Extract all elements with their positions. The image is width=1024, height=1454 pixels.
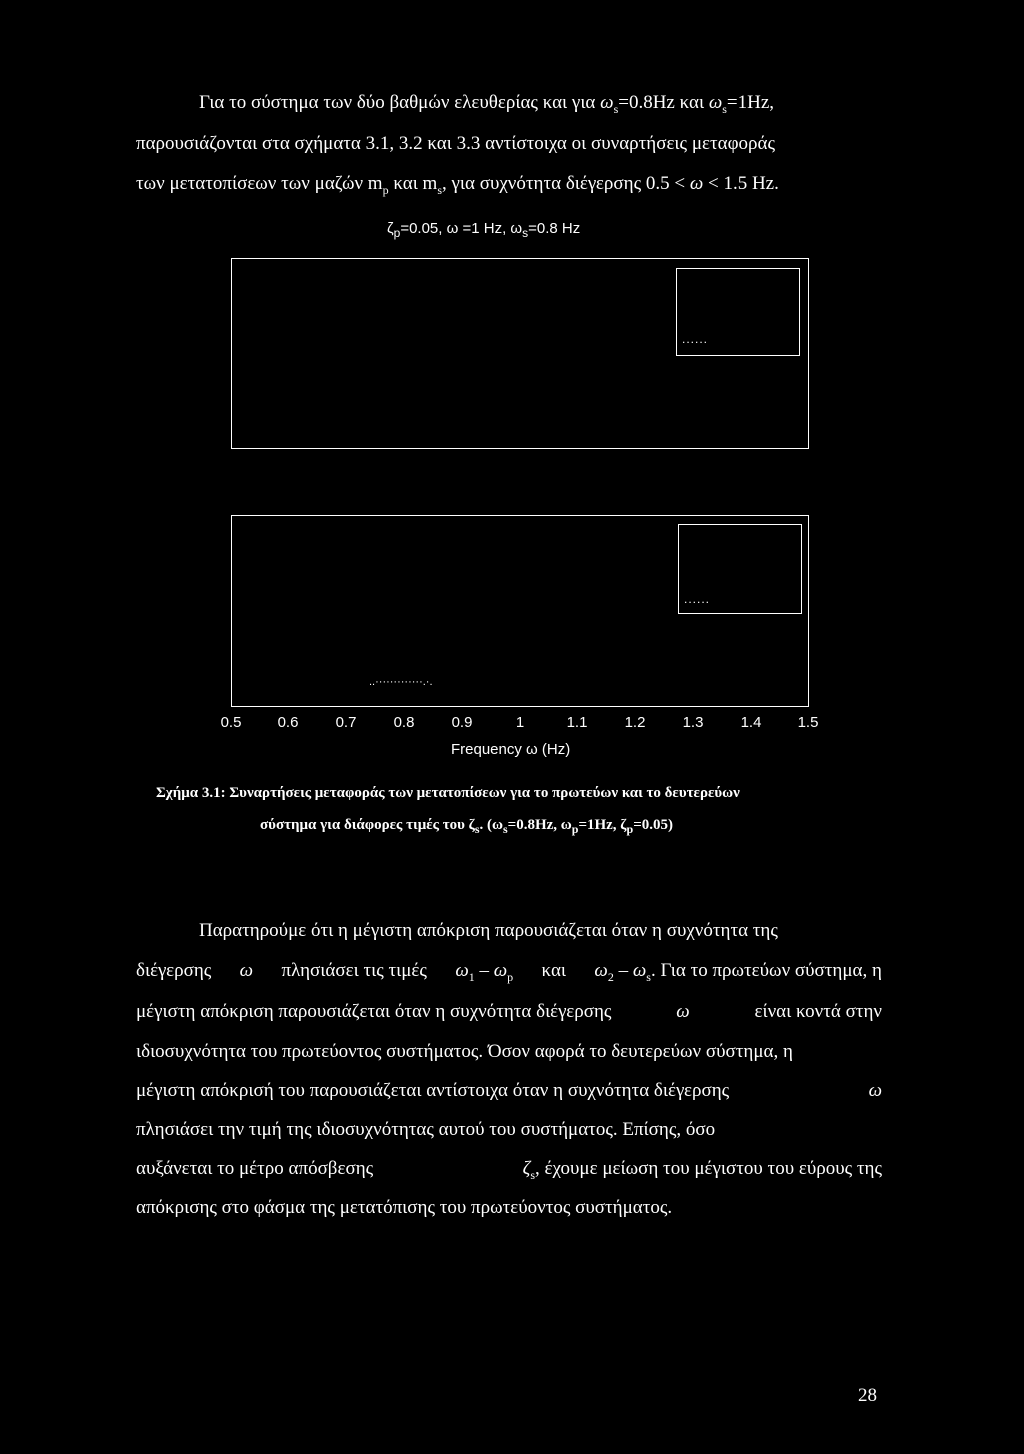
body-line-2 [136, 960, 882, 982]
intro-line-1-text-b: =0.8Hz και [618, 92, 705, 113]
intro-line-3-text-c: , για συχνότητα διέγερσης 0.5 < [442, 173, 686, 194]
x-tick: 0.6 [277, 714, 299, 731]
body-line-2-end: . Για το πρωτεύων σύστημα, η [650, 960, 882, 981]
dash: – [479, 960, 489, 981]
subscript-s: s [474, 822, 480, 836]
caption-line-2-text-d: =1Hz, ζ [578, 817, 627, 833]
omega-symbol: ω [594, 960, 608, 981]
page-number: 28 [858, 1385, 877, 1406]
x-tick: 1.2 [624, 714, 646, 731]
omega-symbol: ω [455, 960, 469, 981]
x-tick: 1.4 [740, 714, 762, 731]
x-tick: 1.3 [682, 714, 704, 731]
omega-symbol: ω [493, 960, 508, 981]
zeta-symbol: ζ [387, 220, 394, 237]
intro-line-2-text: παρουσιάζονται στα σχήματα 3.1, 3.2 και 3.3 αντίστοιχα οι συναρτήσεις μεταφοράς [136, 133, 775, 154]
intro-line-2 [136, 133, 882, 155]
subscript-s: s [646, 969, 651, 984]
subscript-s: s [502, 822, 508, 836]
x-tick: 0.8 [393, 714, 415, 731]
body-line-3 [136, 1001, 882, 1023]
caption-line-2-text: σύστημα για διάφορες τιμές του ζ [260, 817, 475, 833]
intro-line-3-text-b: και m [388, 173, 438, 194]
figure-title-end: =0.8 Hz [528, 220, 581, 237]
subscript-s: s [437, 182, 443, 197]
subscript-p: p [571, 822, 579, 836]
omega-2-minus-omega-s [594, 960, 882, 982]
x-tick: 0.5 [220, 714, 242, 731]
x-tick: 1.1 [566, 714, 588, 731]
figure-title-text: =0.05, ω =1 Hz, ω [400, 220, 523, 237]
subscript-p: p [626, 822, 634, 836]
omega-symbol: ω [600, 92, 614, 113]
body-line-3-text-a: μέγιστη απόκριση παρουσιάζεται όταν η συχνότητα διέγερσης [136, 1001, 612, 1022]
intro-line-1 [199, 92, 774, 114]
body-line-2-text-a: διέγερσης [136, 960, 212, 981]
body-line-3-text-b: είναι κοντά στην [754, 1001, 882, 1022]
subscript-2: 2 [607, 969, 614, 984]
zeta-s [523, 1158, 882, 1180]
body-line-8: απόκρισης στο φάσμα της μετατόπισης του πρωτεύοντος συστήματος. [136, 1197, 673, 1218]
body-line-5 [136, 1080, 882, 1102]
caption-line-2-text-b: . (ω [479, 817, 503, 833]
zeta-symbol: ζ [522, 1158, 531, 1179]
body-line-6: πλησιάσει την τιμή της ιδιοσυχνότητας αυτού του συστήματος. Επίσης, όσο [136, 1119, 716, 1140]
x-tick: 1 [515, 714, 525, 731]
intro-line-3-text-a: των μετατοπίσεων των μαζών m [136, 173, 383, 194]
omega-1-minus-omega-p [455, 960, 513, 982]
subscript-p: p [507, 969, 514, 984]
figure-caption-line-2 [260, 817, 673, 834]
subscript-s: s [530, 1167, 536, 1182]
body-line-7 [136, 1158, 882, 1180]
subscript-p: p [393, 226, 401, 240]
intro-line-1-text-c: =1Hz, [726, 92, 775, 113]
intro-line-1-text-a: Για το σύστημα των δύο βαθμών ελευθερίας και για [199, 92, 596, 113]
dash: – [618, 960, 629, 981]
response-curve-dots: ..·············.·. [369, 676, 433, 688]
upper-legend-dots: ...... [682, 332, 709, 346]
omega-symbol: ω [708, 92, 723, 113]
x-tick: 0.7 [335, 714, 357, 731]
omega-symbol: ω [239, 960, 254, 981]
subscript-s: s [613, 101, 619, 116]
x-tick: 0.9 [451, 714, 473, 731]
subscript-s: s [522, 226, 529, 240]
x-tick: 1.5 [797, 714, 819, 731]
omega-symbol: ω [868, 1080, 882, 1101]
lower-legend-dots: ...... [684, 592, 711, 606]
body-line-4: ιδιοσυχνότητα του πρωτεύοντος συστήματος. Όσον αφορά το δευτερεύων σύστημα, η [136, 1041, 793, 1062]
body-line-2-kai: και [541, 960, 567, 981]
body-line-2-text-b: πλησιάσει τις τιμές [281, 960, 427, 981]
body-line-7-text-b: , έχουμε μείωση του μέγιστου του εύρους της [535, 1158, 882, 1179]
body-line-1: Παρατηρούμε ότι η μέγιστη απόκριση παρουσιάζεται όταν η συχνότητα της [199, 920, 778, 941]
intro-line-3 [136, 173, 779, 195]
subscript-p: p [382, 182, 389, 197]
subscript-s: s [722, 101, 727, 116]
omega-symbol: ω [689, 173, 704, 194]
omega-symbol: ω [676, 1001, 690, 1022]
subscript-1: 1 [468, 969, 475, 984]
x-axis-label: Frequency ω (Hz) [451, 741, 571, 758]
body-line-5-text: μέγιστη απόκρισή του παρουσιάζεται αντίστοιχα όταν η συχνότητα διέγερσης [136, 1080, 730, 1101]
caption-line-2-text-e: =0.05) [633, 817, 673, 833]
body-line-7-text-a: αυξάνεται το μέτρο απόσβεσης [136, 1158, 374, 1179]
figure-title [387, 218, 580, 240]
omega-symbol: ω [632, 960, 647, 981]
caption-line-2-text-c: =0.8Hz, ω [507, 817, 572, 833]
intro-line-3-text-d: < 1.5 Hz. [707, 173, 779, 194]
figure-caption-line-1: Σχήμα 3.1: Συναρτήσεις μεταφοράς των μετατοπίσεων για το πρωτεύων και το δευτερεύων [156, 785, 740, 801]
